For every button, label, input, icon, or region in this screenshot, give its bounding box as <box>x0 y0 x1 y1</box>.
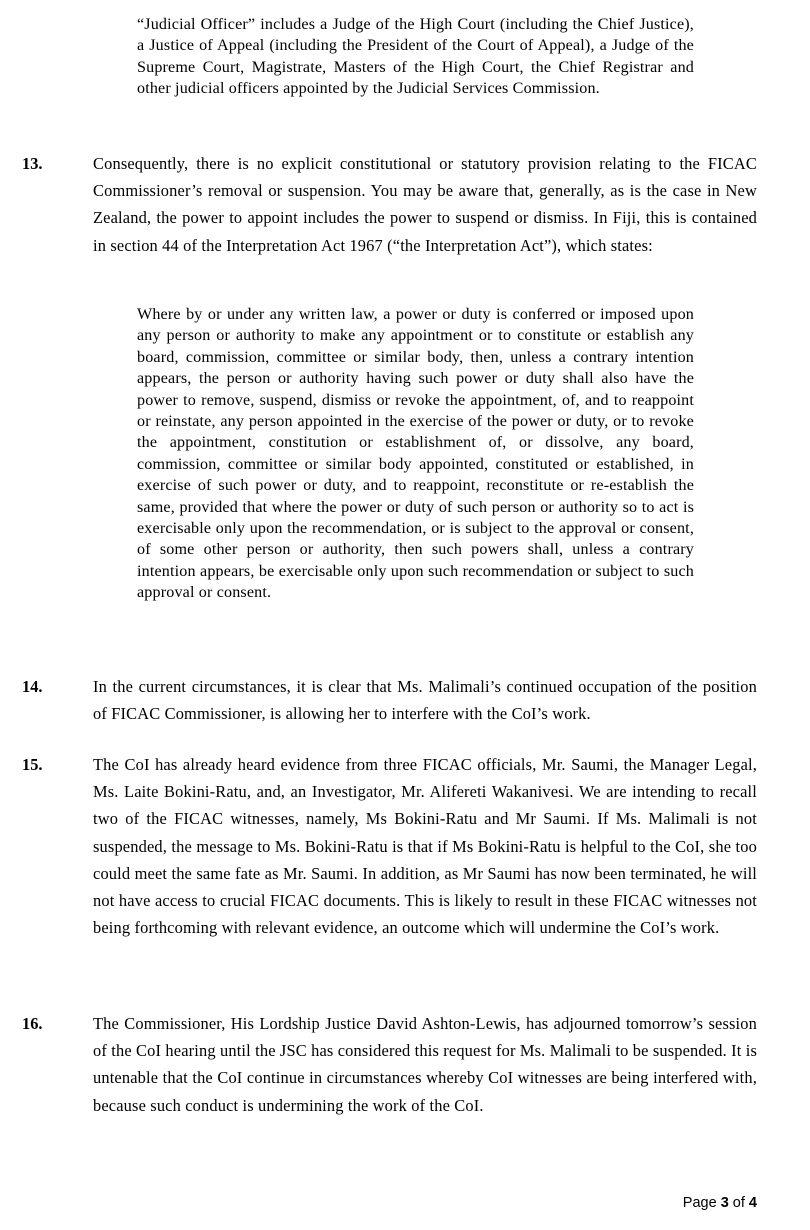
paragraph-16 <box>22 1010 757 1119</box>
paragraph-16-number: 16. <box>22 1014 43 1033</box>
interpretation-act-section-44-quote: Where by or under any written law, a power or duty is conferred or imposed upon any person or authority to make any appointment or to constitute or establish any board, commission, committee or similar body, then, unless a contrary intention appears, the person or authority having such power or duty shall also have the power to remove, suspend, dismiss or revoke the appointment, of, and to reappoint or reinstate, any person appointed in the exercise of the power or duty, or to revoke the appointment, constitution or establishment of, or dissolve, any board, commission, committee or similar body appointed, constituted or established, in exercise of such power or duty, and to reappoint, reconstitute or re-establish the same, provided that where the power or duty of such person or authority so to act is exercisable only upon the recommendation, or is subject to the approval or consent, of some other person or authority, then such powers shall, unless a contrary intention appears, be exercisable only upon such recommendation or subject to such approval or consent. <box>137 306 694 602</box>
judicial-officer-definition-quote: “Judicial Officer” includes a Judge of the High Court (including the Chief Justice), a Justice of Appeal (including the President of the Court of Appeal), a Judge of the Supreme Court, Magistrate, Masters of the High Court, the Chief Registrar and other judicial officers appointed by the Judicial Services Commission. <box>137 16 694 98</box>
footer-separator: of <box>728 1195 749 1211</box>
page-footer <box>22 1194 757 1212</box>
paragraph-14-number: 14. <box>22 677 43 696</box>
paragraph-16-text: The Commissioner, His Lordship Justice David Ashton-Lewis, has adjourned tomorrow’s session of the CoI hearing until the JSC has considered this request for Ms. Malimali to be suspended. It is untenable that the CoI continue in circumstances whereby CoI witnesses are being interfered with, because such conduct is undermining the work of the CoI. <box>93 1014 757 1115</box>
paragraph-13-text: Consequently, there is no explicit constitutional or statutory provision relating to the FICAC Commissioner’s removal or suspension. You may be aware that, generally, as is the case in New Zealand, the power to appoint includes the power to suspend or dismiss. In Fiji, this is contained in section 44 of the Interpretation Act 1967 (“the Interpretation Act”), which states: <box>93 154 757 255</box>
paragraph-14 <box>22 673 757 727</box>
paragraph-13 <box>22 150 757 259</box>
footer-total-pages: 4 <box>748 1195 757 1211</box>
paragraph-13-number: 13. <box>22 154 43 173</box>
paragraph-15 <box>22 751 757 941</box>
paragraph-15-number: 15. <box>22 755 43 774</box>
footer-prefix: Page <box>682 1195 721 1211</box>
paragraph-15-text: The CoI has already heard evidence from three FICAC officials, Mr. Saumi, the Manager Legal, Ms. Laite Bokini-Ratu, and, an Investigator, Mr. Alifereti Wakanivesi. We are intending to recall two of the FICAC witnesses, namely, Ms Bokini-Ratu and Mr Saumi. If Ms. Malimali is not suspended, the message to Ms. Bokini-Ratu is that if Ms Bokini-Ratu is helpful to the CoI, she too could meet the same fate as Mr. Saumi. In addition, as Mr Saumi has now been terminated, he will not have access to crucial FICAC documents. This is likely to result in these FICAC witnesses not being forthcoming with relevant evidence, an outcome which will undermine the CoI’s work. <box>93 755 757 938</box>
footer-current-page: 3 <box>720 1195 729 1211</box>
paragraph-14-text: In the current circumstances, it is clear that Ms. Malimali’s continued occupation of the position of FICAC Commissioner, is allowing her to interfere with the CoI’s work. <box>93 677 757 724</box>
